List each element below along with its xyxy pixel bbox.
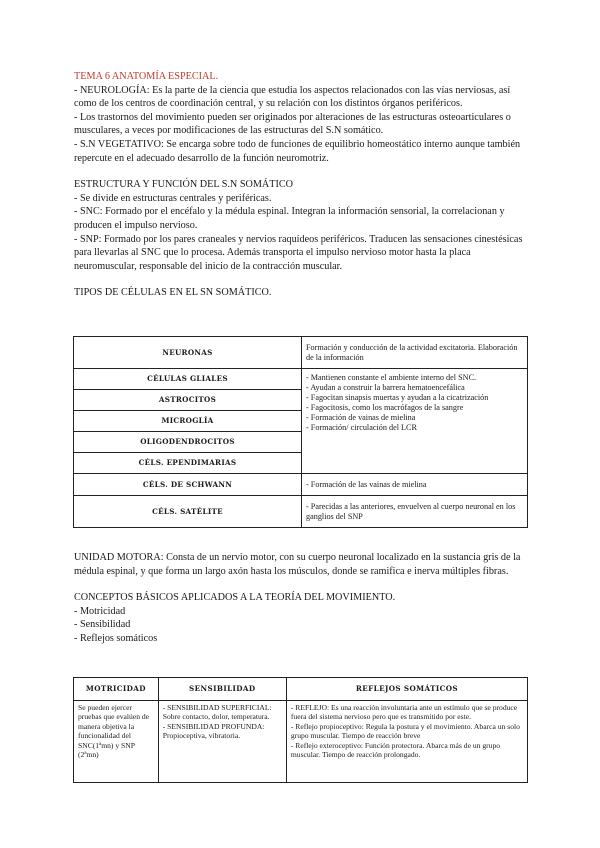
table-row (74, 337, 528, 369)
list-item: - REFLEJO: Es una reacción involuntaria ante un estímulo que se produce fuera del sistema nervioso pero que es transmitido por este. (290, 703, 518, 722)
list-item: - Ayudan a construir la barrera hematoencefálica (306, 383, 465, 392)
cell-label: CÉLULAS GLIALES (74, 369, 302, 390)
reflejos-cell (286, 701, 527, 783)
structure-line: - Se divide en estructuras centrales y periféricas. (74, 192, 272, 204)
list-item: - Formación de vainas de mielina (306, 413, 416, 422)
cell-label: NEURONAS (74, 337, 302, 369)
column-header: REFLEJOS SOMÁTICOS (286, 678, 527, 701)
list-item: - Motricidad (74, 605, 126, 617)
table-row (74, 474, 528, 496)
list-item: - Reflejo propioceptivo: Regula la postura y el movimiento. Abarca un solo grupo muscular. Tiempo de reacción breve (290, 721, 520, 741)
motor-unit: UNIDAD MOTORA: Consta de un nervio motor, con su cuerpo neuronal localizado en la sustancia gris de la médula espinal, y que forma un largo axón hasta los músculos, donde se ramifica e inerva múltiples fibras. (74, 552, 521, 577)
structure-line: - SNP: Formado por los pares craneales y nervios raquídeos periféricos. Traducen las sensaciones cinestésicas para llevarlas al SNC que lo procesa. Además transporta el impulso nervioso motor hasta la placa neuromuscular, responsable del inicio de la contracción muscular. (74, 233, 523, 272)
list-item: - Fagocitosis, como los macrófagos de la sangre (306, 403, 464, 412)
cell-types-heading: TIPOS DE CÉLULAS EN EL SN SOMÁTICO. (74, 287, 272, 299)
structure-heading: ESTRUCTURA Y FUNCIÓN DEL S.N SOMÁTICO (74, 179, 294, 191)
concepts-heading: CONCEPTOS BÁSICOS APLICADOS A LA TEORÍA DEL MOVIMIENTO. (74, 592, 396, 604)
list-item: - Formación/ circulación del LCR (306, 423, 417, 432)
column-header: MOTRICIDAD (74, 678, 159, 701)
glia-desc (302, 369, 528, 474)
cell-label: CÉLS. SATÉLITE (74, 496, 302, 528)
table-row (74, 496, 528, 528)
cell-label: CÉLS. DE SCHWANN (74, 474, 302, 496)
list-item: - Mantienen constante el ambiente interno del SNC. (306, 373, 477, 382)
table-row (74, 701, 528, 783)
list-item: - SENSIBILIDAD SUPERFICIAL: Sobre contacto, dolor, temperatura. (162, 703, 272, 722)
cell-label: CÉLS. EPENDIMARIAS (74, 453, 302, 474)
table-header-row (74, 678, 528, 701)
list-item: - Fagocitan sinapsis muertas y ayudan a la cicatrización (306, 393, 489, 402)
intro-neurologia: - NEUROLOGÍA: Es la parte de la ciencia que estudia los aspectos relacionados con las vías nerviosas, así como de los centros de coordinación central, y su relación con los distintos órganos periféricos. (74, 84, 511, 110)
list-item: - Reflejos somáticos (74, 632, 158, 644)
structure-line: - SNC: Formado por el encéfalo y la médula espinal. Integran la información sensorial, la correlacionan y producen el impulso nervioso. (74, 206, 505, 231)
lower-section (74, 551, 534, 646)
list-item: - Sensibilidad (74, 619, 131, 631)
concepts-table (73, 677, 528, 783)
table-row (74, 369, 528, 390)
cell-desc: - Parecidas a las anteriores, envuelven al cuerpo neuronal en los ganglios del SNP (302, 496, 528, 528)
term-motor-unit: UNIDAD MOTORA: (74, 552, 164, 563)
cell-label: OLIGODENDROCITOS (74, 432, 302, 453)
cell-label: ASTROCITOS (74, 390, 302, 411)
document-title: TEMA 6 ANATOMÍA ESPECIAL. (74, 71, 219, 82)
term-neurologia: - NEUROLOGÍA: (74, 84, 150, 96)
intro-sn-vegetativo: - S.N VEGETATIVO: Se encarga sobre todo de funciones de equilibrio homeostático interno aunque también repercute en el adecuado desarrollo de la función neuromotriz. (74, 138, 521, 164)
cell-label: MICROGLÍA (74, 411, 302, 432)
column-header: SENSIBILIDAD (158, 678, 286, 701)
sensibilidad-cell (158, 701, 286, 783)
motricidad-cell: Se pueden ejercer pruebas que evalúen de manera objetiva la funcionalidad del SNC(1ªmn) y SNP (2ªmn) (74, 701, 159, 783)
list-item: - SENSIBILIDAD PROFUNDA: Propioceptiva, vibratoria. (162, 721, 265, 741)
intro-trastornos: - Los trastornos del movimiento pueden ser originados por alteraciones de las estructuras osteoarticulares o musculares, a veces por modificaciones de las estructuras del S.N somático. (74, 111, 511, 137)
cell-desc: - Formación de las vainas de mielina (302, 474, 528, 496)
document-page (74, 70, 534, 300)
term-sn-vegetativo: - S.N VEGETATIVO: (74, 138, 164, 150)
cell-types-table (73, 336, 528, 528)
list-item: - Reflejo exteroceptivo: Función protectora. Abarca más de un grupo muscular. Tiempo de reacción prolongado. (290, 740, 501, 760)
cell-desc: Formación y conducción de la actividad excitatoria. Elaboración de la información (302, 337, 528, 369)
